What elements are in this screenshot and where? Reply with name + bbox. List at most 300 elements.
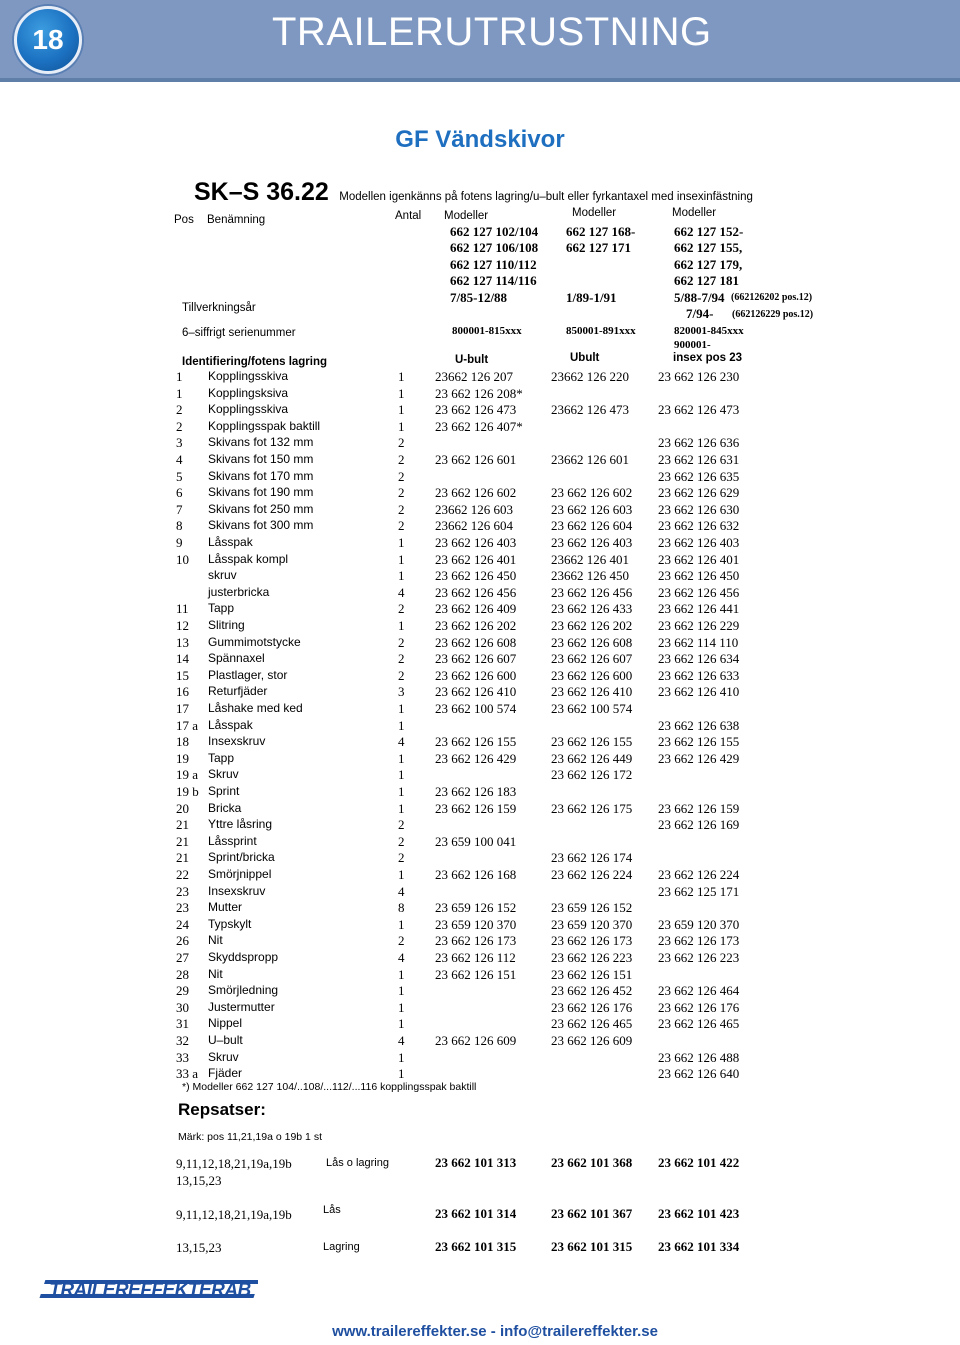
part-quantity: 2 — [398, 468, 405, 484]
part-number-models-3: 23 662 125 171 — [658, 883, 740, 899]
repair-set-part: 23 662 101 423 — [658, 1206, 740, 1221]
part-name: Yttre låsring — [208, 817, 273, 832]
model-number: 662 127 179, — [674, 257, 743, 272]
part-number-models-3: 23 662 126 465 — [658, 1016, 740, 1032]
part-number-models-2: 23 662 126 602 — [551, 485, 633, 501]
part-position: 10 — [176, 551, 189, 567]
part-number-models-2: 23 662 126 403 — [551, 535, 633, 550]
part-number-models-2: 23662 126 473 — [551, 402, 629, 418]
repair-set-positions-2: 13,15,23 — [176, 1173, 222, 1188]
part-quantity: 1 — [398, 750, 405, 766]
part-name: Skruv — [208, 1049, 239, 1064]
part-name: Fjäder — [208, 1066, 243, 1081]
model-description: Modellen igenkänns på fotens lagring/u–bult eller fyrkantaxel med insexinfästning — [339, 191, 753, 203]
part-quantity: 1 — [398, 916, 405, 932]
part-position: 6 — [176, 485, 183, 501]
part-position: 32 — [176, 1033, 189, 1048]
table-row — [0, 932, 960, 949]
part-quantity: 1 — [398, 535, 405, 550]
repair-set-positions: 13,15,23 — [176, 1240, 222, 1255]
table-row — [0, 999, 960, 1016]
part-number-models-1: 23 662 126 608 — [435, 634, 517, 650]
part-number-models-1: 23 662 126 450 — [435, 568, 517, 584]
part-name: Skivans fot 250 mm — [208, 501, 314, 516]
part-name: Spännaxel — [208, 651, 265, 666]
part-number-models-3: 23 662 126 155 — [658, 734, 740, 750]
part-number-models-2: 23 659 120 370 — [551, 916, 633, 932]
part-quantity: 4 — [398, 883, 405, 899]
part-quantity: 1 — [398, 966, 405, 982]
repair-set-part: 23 662 101 334 — [658, 1239, 740, 1254]
part-quantity: 2 — [398, 518, 405, 534]
part-number-models-2: 23 662 126 172 — [551, 767, 633, 783]
part-position: 4 — [176, 452, 183, 467]
section-title: GF Vändskivor — [395, 126, 565, 153]
logo-text: TRAILEREFFEKTERAB — [49, 1280, 251, 1300]
repair-set-part: 23 662 101 422 — [658, 1155, 740, 1170]
table-row — [0, 683, 960, 700]
part-quantity: 1 — [398, 369, 405, 384]
part-position: 5 — [176, 468, 183, 484]
part-number-models-1: 23 662 126 183 — [435, 784, 517, 799]
part-number-models-1: 23 662 126 151 — [435, 966, 517, 982]
part-position: 21 — [176, 850, 189, 866]
part-number-models-1: 23 662 126 403 — [435, 535, 517, 550]
year-c2-note: (662126229 pos.12) — [732, 309, 814, 320]
part-name: Smörjnippel — [208, 867, 272, 881]
part-number-models-1: 23662 126 604 — [435, 518, 513, 534]
part-number-models-2: 23 662 126 223 — [551, 950, 633, 965]
header-rule — [0, 78, 960, 82]
part-number-models-1: 23 662 126 410 — [435, 684, 517, 700]
repair-set-label: Lagring — [323, 1241, 360, 1253]
repair-set-part: 23 662 101 368 — [551, 1155, 633, 1170]
model-number: 662 127 106/108 — [450, 240, 539, 255]
part-name: Låsspak — [208, 535, 253, 549]
serial-label: 6–siffrigt serienummer — [182, 327, 296, 339]
col-header-name: Benämning — [207, 214, 266, 226]
part-quantity: 2 — [398, 933, 405, 949]
part-position: 30 — [176, 999, 189, 1015]
part-position: 21 — [176, 817, 189, 833]
part-name: Kopplingsspak baktill — [208, 418, 321, 433]
table-row — [0, 1049, 960, 1066]
part-quantity: 1 — [398, 418, 405, 434]
part-quantity: 1 — [398, 1016, 405, 1032]
part-quantity: 1 — [398, 999, 405, 1015]
serial-b: 850001-891xxx — [566, 325, 636, 337]
part-quantity: 3 — [398, 684, 405, 700]
part-name: justerbricka — [208, 584, 270, 599]
part-number-models-2: 23 662 126 174 — [551, 850, 633, 866]
part-name: Nit — [208, 966, 223, 981]
part-quantity: 1 — [398, 385, 405, 401]
part-name: Plastlager, stor — [208, 667, 288, 682]
part-quantity: 1 — [398, 1049, 405, 1065]
ident-a: U-bult — [455, 354, 489, 366]
part-quantity: 1 — [398, 717, 405, 733]
table-row — [0, 1015, 960, 1032]
part-name: Skivans fot 300 mm — [208, 518, 314, 533]
year-b: 1/89-1/91 — [566, 290, 617, 305]
part-name: Skivans fot 170 mm — [208, 468, 314, 483]
part-position: 13 — [176, 634, 189, 650]
part-name: Kopplingsskiva — [208, 402, 289, 417]
part-quantity: 8 — [398, 900, 405, 916]
part-number-models-2: 23 662 126 600 — [551, 667, 633, 683]
table-row — [0, 700, 960, 717]
part-number-models-2: 23 662 126 603 — [551, 501, 633, 517]
part-number-models-3: 23 659 120 370 — [658, 916, 740, 932]
part-number-models-1: 23 662 126 168 — [435, 867, 517, 882]
repair-set-label: Lås o lagring — [326, 1157, 389, 1169]
part-number-models-1: 23 662 126 407* — [435, 418, 523, 434]
part-number-models-3: 23 662 126 456 — [658, 584, 740, 600]
part-number-models-1: 23 662 126 173 — [435, 933, 517, 949]
part-number-models-2: 23 662 126 465 — [551, 1016, 633, 1032]
table-row — [0, 501, 960, 518]
trailereffekter-logo — [38, 1278, 258, 1305]
part-quantity: 2 — [398, 452, 405, 467]
table-row — [0, 617, 960, 634]
part-position: 12 — [176, 618, 189, 633]
serial-a: 800001-815xxx — [452, 325, 522, 337]
part-position: 24 — [176, 916, 189, 932]
part-quantity: 4 — [398, 584, 405, 600]
part-name: Tapp — [208, 601, 235, 616]
model-number: 662 127 102/104 — [450, 224, 539, 239]
part-number-models-2: 23 659 126 152 — [551, 900, 633, 916]
part-quantity: 1 — [398, 701, 405, 716]
table-row — [0, 634, 960, 651]
part-name: Skruv — [208, 767, 239, 782]
part-position: 16 — [176, 684, 189, 700]
part-quantity: 1 — [398, 618, 405, 633]
col-header-qty: Antal — [395, 210, 422, 222]
table-row — [0, 584, 960, 601]
serial-c2: 900001- — [674, 339, 711, 351]
repair-set-positions: 9,11,12,18,21,19a,19b — [176, 1156, 292, 1171]
part-number-models-3: 23 662 126 450 — [658, 568, 740, 584]
part-position: 14 — [176, 651, 189, 667]
part-number-models-2: 23 662 126 608 — [551, 634, 633, 650]
part-position: 20 — [176, 800, 189, 816]
page-title: TRAILERUTRUSTNING — [272, 10, 712, 54]
part-number-models-1: 23662 126 603 — [435, 501, 513, 517]
table-row — [0, 833, 960, 850]
col-header-models-3: Modeller — [672, 207, 717, 219]
part-position: 31 — [176, 1016, 189, 1032]
part-name: Kopplingsskiva — [208, 369, 289, 383]
part-quantity: 1 — [398, 784, 405, 799]
part-number-models-3: 23 662 126 223 — [658, 950, 740, 965]
model-code: SK–S 36.22 — [194, 178, 329, 206]
ident-b: Ubult — [570, 352, 600, 364]
col-header-models-1: Modeller — [444, 210, 489, 222]
table-row — [0, 849, 960, 866]
part-number-models-3: 23 662 126 638 — [658, 717, 740, 733]
table-row — [0, 434, 960, 451]
part-quantity: 2 — [398, 651, 405, 667]
part-number-models-2: 23 662 100 574 — [551, 701, 633, 716]
part-number-models-3: 23 662 126 635 — [658, 468, 740, 484]
model-number: 662 127 168- — [566, 224, 636, 239]
part-position: 19 a — [176, 767, 199, 783]
part-number-models-3: 23 662 114 110 — [658, 634, 739, 650]
part-position: 33 a — [176, 1066, 199, 1082]
table-row — [0, 567, 960, 584]
part-position: 2 — [176, 402, 183, 418]
repair-set-part: 23 662 101 315 — [551, 1239, 633, 1254]
table-row — [0, 800, 960, 817]
part-position: 15 — [176, 667, 189, 683]
part-quantity: 4 — [398, 950, 405, 965]
part-name: Slitring — [208, 618, 245, 632]
part-name: Gummimotstycke — [208, 634, 301, 649]
part-name: Smörjledning — [208, 983, 279, 998]
table-row — [0, 385, 960, 402]
part-number-models-3: 23 662 126 410 — [658, 684, 740, 700]
part-number-models-2: 23 662 126 176 — [551, 999, 633, 1015]
part-number-models-2: 23 662 126 202 — [551, 618, 633, 633]
part-name: Kopplingsksiva — [208, 385, 289, 400]
part-number-models-1: 23 659 126 152 — [435, 900, 517, 916]
part-quantity: 2 — [398, 601, 405, 617]
part-number-models-3: 23 662 126 630 — [658, 501, 740, 517]
part-quantity: 1 — [398, 402, 405, 418]
part-number-models-1: 23 662 126 208* — [435, 385, 523, 401]
part-number-models-3: 23 662 126 631 — [658, 452, 740, 467]
footer-contact[interactable]: www.trailereffekter.se - info@trailereffekter.se — [332, 1323, 658, 1340]
part-number-models-1: 23 662 100 574 — [435, 701, 517, 716]
table-row — [0, 883, 960, 900]
part-number-models-1: 23662 126 207 — [435, 369, 513, 384]
footnote: *) Modeller 662 127 104/..108/...112/...116 kopplingsspak baktill — [182, 1081, 477, 1093]
part-name: Låshake med ked — [208, 701, 303, 715]
model-number: 662 127 171 — [566, 240, 631, 255]
part-number-models-3: 23 662 126 634 — [658, 651, 740, 667]
part-name: Sprint/bricka — [208, 850, 275, 865]
part-number-models-2: 23662 126 220 — [551, 369, 629, 384]
year-c2: 7/94- — [686, 306, 714, 321]
part-quantity: 1 — [398, 767, 405, 783]
part-position: 23 — [176, 883, 189, 899]
part-position: 27 — [176, 950, 189, 965]
part-name: Nit — [208, 933, 223, 948]
part-number-models-1: 23 662 126 155 — [435, 734, 517, 750]
part-position: 11 — [176, 601, 189, 617]
part-number-models-3: 23 662 126 230 — [658, 369, 740, 384]
model-number: 662 127 114/116 — [450, 273, 537, 288]
part-name: Mutter — [208, 900, 243, 915]
part-number-models-2: 23 662 126 151 — [551, 966, 633, 982]
part-number-models-1: 23 662 126 456 — [435, 584, 517, 600]
part-number-models-3: 23 662 126 429 — [658, 750, 740, 766]
repsatser-mark: Märk: pos 11,21,19a o 19b 1 st — [178, 1131, 322, 1143]
part-name: U–bult — [208, 1033, 243, 1047]
repsatser-title: Repsatser: — [178, 1100, 266, 1119]
repair-set-part: 23 662 101 367 — [551, 1206, 633, 1221]
table-row — [0, 468, 960, 485]
part-number-models-2: 23 662 126 173 — [551, 933, 633, 949]
table-row — [0, 368, 960, 385]
table-row — [0, 667, 960, 684]
part-quantity: 1 — [398, 800, 405, 816]
table-row — [0, 750, 960, 767]
table-row — [0, 551, 960, 568]
part-name: Sprint — [208, 784, 240, 798]
part-number-models-3: 23 662 126 636 — [658, 435, 740, 451]
part-position: 3 — [176, 435, 183, 451]
part-quantity: 2 — [398, 850, 405, 866]
part-position: 26 — [176, 933, 189, 949]
part-position: 19 b — [176, 784, 199, 799]
part-number-models-3: 23 662 126 632 — [658, 518, 740, 534]
part-position: 28 — [176, 966, 189, 982]
part-position: 8 — [176, 518, 183, 534]
part-number-models-3: 23 662 126 173 — [658, 933, 740, 949]
table-row — [0, 899, 960, 916]
part-number-models-1: 23 659 100 041 — [435, 833, 517, 849]
ident-label: Identifiering/fotens lagring — [182, 356, 328, 368]
part-position: 7 — [176, 501, 183, 517]
model-number: 662 127 110/112 — [450, 257, 537, 272]
part-name: Skivans fot 150 mm — [208, 452, 314, 466]
model-number: 662 127 181 — [674, 273, 739, 288]
part-number-models-3: 23 662 126 229 — [658, 618, 740, 633]
part-name: Låsspak kompl — [208, 551, 289, 566]
part-number-models-1: 23 662 126 600 — [435, 667, 517, 683]
part-position: 2 — [176, 418, 183, 434]
part-name: Justermutter — [208, 999, 275, 1014]
part-position: 17 — [176, 701, 189, 716]
part-number-models-1: 23 662 126 401 — [435, 551, 517, 567]
part-quantity: 2 — [398, 485, 405, 501]
part-name: Insexskruv — [208, 734, 266, 749]
part-name: Tapp — [208, 750, 235, 765]
part-name: Insexskruv — [208, 883, 266, 898]
table-row — [0, 717, 960, 734]
page-number-badge: 18 — [14, 6, 82, 74]
part-number-models-1: 23 662 126 601 — [435, 452, 517, 467]
part-position: 33 — [176, 1049, 189, 1065]
table-row — [0, 1065, 960, 1082]
part-number-models-3: 23 662 126 176 — [658, 999, 740, 1015]
table-row — [0, 534, 960, 551]
part-quantity: 2 — [398, 667, 405, 683]
part-quantity: 1 — [398, 983, 405, 999]
part-position: 1 — [176, 385, 183, 401]
part-number-models-1: 23 662 126 609 — [435, 1033, 517, 1048]
part-number-models-2: 23 662 126 224 — [551, 867, 633, 882]
year-a: 7/85-12/88 — [450, 290, 508, 305]
part-number-models-2: 23 662 126 456 — [551, 584, 633, 600]
part-name: Bricka — [208, 800, 242, 815]
col-header-models-2: Modeller — [572, 207, 617, 219]
model-number: 662 127 155, — [674, 240, 743, 255]
table-row — [0, 517, 960, 534]
logo-graphic — [38, 1278, 258, 1300]
repair-set-label: Lås — [323, 1204, 341, 1216]
part-position: 22 — [176, 867, 189, 882]
part-quantity: 2 — [398, 501, 405, 517]
part-name: Skyddspropp — [208, 950, 279, 964]
table-row — [0, 600, 960, 617]
part-name: Skivans fot 190 mm — [208, 485, 314, 500]
part-number-models-3: 23 662 126 640 — [658, 1066, 740, 1082]
part-position: 23 — [176, 900, 189, 916]
part-number-models-2: 23662 126 450 — [551, 568, 629, 584]
repair-set-part: 23 662 101 315 — [435, 1239, 517, 1254]
part-number-models-2: 23 662 126 604 — [551, 518, 633, 534]
part-name: Låsspak — [208, 717, 253, 732]
part-name: Skivans fot 132 mm — [208, 435, 314, 450]
part-number-models-1: 23 662 126 202 — [435, 618, 517, 633]
part-number-models-3: 23 662 126 403 — [658, 535, 740, 550]
part-number-models-3: 23 662 126 401 — [658, 551, 740, 567]
part-position: 21 — [176, 833, 189, 849]
part-quantity: 2 — [398, 435, 405, 451]
part-name: skruv — [208, 568, 237, 583]
part-name: Returfjäder — [208, 684, 268, 699]
year-label: Tillverkningsår — [182, 302, 256, 314]
part-quantity: 1 — [398, 867, 405, 882]
year-c1-note: (662126202 pos.12) — [731, 292, 813, 303]
part-position: 18 — [176, 734, 189, 750]
repair-set-part: 23 662 101 314 — [435, 1206, 517, 1221]
col-header-pos: Pos — [174, 214, 194, 226]
table-row — [0, 783, 960, 800]
table-row — [0, 982, 960, 999]
part-number-models-2: 23662 126 401 — [551, 551, 629, 567]
table-row — [0, 1032, 960, 1049]
part-position: 29 — [176, 983, 189, 999]
part-number-models-3: 23 662 126 224 — [658, 867, 740, 882]
table-row — [0, 451, 960, 468]
table-row — [0, 484, 960, 501]
part-quantity: 2 — [398, 833, 405, 849]
part-quantity: 4 — [398, 734, 405, 750]
part-number-models-2: 23 662 126 609 — [551, 1033, 633, 1048]
part-position: 17 a — [176, 717, 199, 733]
part-position: 19 — [176, 750, 189, 766]
part-number-models-3: 23 662 126 441 — [658, 601, 740, 617]
table-row — [0, 733, 960, 750]
table-row — [0, 401, 960, 418]
ident-c: insex pos 23 — [673, 352, 743, 364]
table-row — [0, 916, 960, 933]
part-quantity: 1 — [398, 551, 405, 567]
part-number-models-1: 23 662 126 607 — [435, 651, 517, 667]
table-row — [0, 866, 960, 883]
part-number-models-3: 23 662 126 169 — [658, 817, 740, 833]
part-name: Låssprint — [208, 833, 257, 848]
table-row — [0, 816, 960, 833]
part-number-models-3: 23 662 126 473 — [658, 402, 740, 418]
table-row — [0, 650, 960, 667]
part-name: Typskylt — [208, 916, 252, 931]
table-row — [0, 966, 960, 983]
part-number-models-2: 23 662 126 607 — [551, 651, 633, 667]
part-number-models-3: 23 662 126 633 — [658, 667, 740, 683]
part-position: 1 — [176, 369, 183, 384]
part-number-models-1: 23 662 126 159 — [435, 800, 517, 816]
table-row — [0, 766, 960, 783]
table-row — [0, 949, 960, 966]
part-number-models-1: 23 662 126 112 — [435, 950, 516, 965]
part-number-models-1: 23 662 126 429 — [435, 750, 517, 766]
part-number-models-2: 23 662 126 155 — [551, 734, 633, 750]
